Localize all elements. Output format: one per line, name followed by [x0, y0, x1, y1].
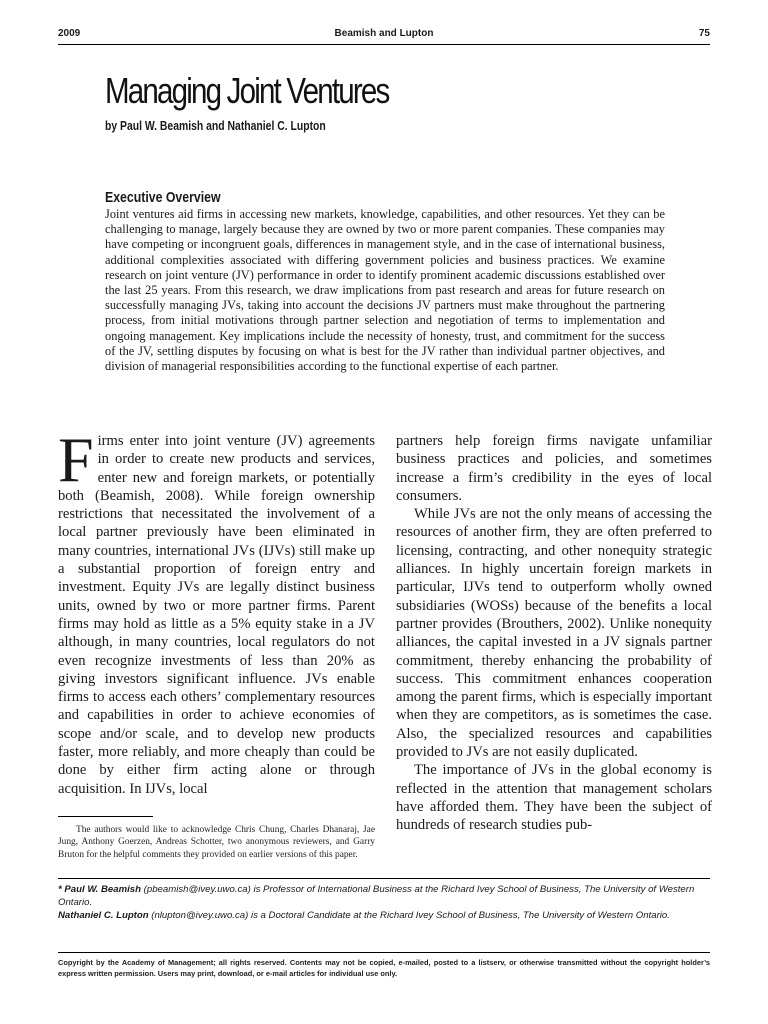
body-left-text: irms enter into joint venture (JV) agreements in order to create new products and services, enter new and foreign markets, or potentially both (Beamish, 2008). While foreign ownership restrictions that necessitated the involvement of a local partner previously have been eliminated in many countries, international JVs (IJVs) still make up a substantial proportion of foreign entry and investment. Equity JVs are legally distinct business units, owned by two or more partner firms. Parent firms may hold as little as a 5% equity stake in a JV although, in many countries, local regulators do not even recognize investments of less than 20% as giving investors significant influence. JVs enable firms to access each others’ complementary resources and capabilities in order to achieve economies of scope and/or scale, and to develop new products faster, more reliably, and more cheaply than could be done by either firm acting alone or through acquisition. In IJVs, local: [58, 433, 375, 797]
header-year: 2009: [58, 28, 81, 39]
copyright-notice: Copyright by the Academy of Management; all rights reserved. Contents may not be copied, e-mailed, posted to a listserv, or otherwise transmitted without the copyright holder’s express written permission. Users may print, download, or e-mail articles for individual use only.: [58, 958, 710, 978]
header-running-authors: Beamish and Lupton: [334, 28, 434, 39]
affiliation-text: (pbeamish@ivey.uwo.ca) is Professor of International Business at the Richard Ivey School of Business, The University of Western Ontario.: [58, 884, 695, 909]
affiliation-entry: [58, 909, 710, 922]
executive-overview-heading: Executive Overview: [105, 189, 221, 206]
author-affiliations: [58, 883, 710, 923]
affiliation-marker: *: [58, 884, 65, 895]
affiliation-entry: [58, 883, 710, 909]
affiliation-author-name: Paul W. Beamish: [64, 884, 141, 895]
article-byline: by Paul W. Beamish and Nathaniel C. Lupton: [105, 118, 326, 133]
footnote-rule: [58, 816, 153, 817]
copyright-rule: [58, 952, 710, 953]
body-paragraph: [58, 424, 375, 798]
body-paragraph: While JVs are not the only means of accessing the resources of another firm, they are often preferred to licensing, contracting, and other nonequity strategic alliances. In highly uncertain foreign markets in particular, IJVs tend to outperform wholly owned subsidiaries (WOSs) because of the benefits a local partner provides (Brouthers, 2002). Unlike nonequity alliances, the capital invested in a JV signals partner commitment, thereby enhancing the probability of success. This commitment enhances cooperation among the parent firms, which is especially important when they are competitors, as is sometimes the case. Also, the specialized resources and capabilities provided to JVs are not easily duplicated.: [396, 506, 712, 761]
body-paragraph: The importance of JVs in the global economy is reflected in the attention that management scholars have afforded them. They have been the subject of hundreds of research studies pub-: [396, 762, 712, 834]
body-paragraph: partners help foreign firms navigate unfamiliar business practices and policies, and sometimes increase a firm’s credibility in the eyes of local consumers.: [396, 433, 712, 504]
affiliation-author-name: Nathaniel C. Lupton: [58, 910, 149, 922]
header-page-number: 75: [698, 28, 710, 39]
running-header: [58, 28, 710, 44]
drop-cap: F: [58, 424, 94, 495]
header-rule: [58, 44, 710, 45]
body-left-column: [58, 424, 375, 798]
affiliation-rule: [58, 878, 710, 879]
executive-overview-text: Joint ventures aid firms in accessing new markets, knowledge, capabilities, and other resources. Yet they can be challenging to manage, largely because they are owned by two or more parent companies. These companies may have competing or incongruent goals, differences in management style, and in the case of international business, additional complexities associated with differing government policies and business practices. We examine research on joint venture (JV) performance in order to identify prominent academic discussions established over the last 25 years. From this research, we draw implications from past research and areas for future research on successfully managing JVs, taking into account the decisions JV partners must make throughout the partnering process, from initial motivations through partner selection and negotiation of terms to implementation and ongoing management. Key implications include the necessity of honesty, trust, and commitment for the success of the JV, settling disputes by focusing on what is best for the JV rather than individual partner objectives, and division of managerial responsibilities according to the functional expertise of each partner.: [105, 207, 665, 374]
affiliation-text: (nlupton@ivey.uwo.ca) is a Doctoral Candidate at the Richard Ivey School of Business, The University of Western Ontario.: [148, 910, 670, 922]
acknowledgment-footnote: The authors would like to acknowledge Chris Chung, Charles Dhanaraj, Jae Jung, Anthony Goerzen, Andreas Schotter, two anonymous reviewers, and Garry Bruton for the helpful comments they provided on earlier versions of this paper.: [58, 825, 375, 860]
body-right-column: [396, 432, 712, 835]
article-title: Managing Joint Ventures: [105, 70, 389, 111]
